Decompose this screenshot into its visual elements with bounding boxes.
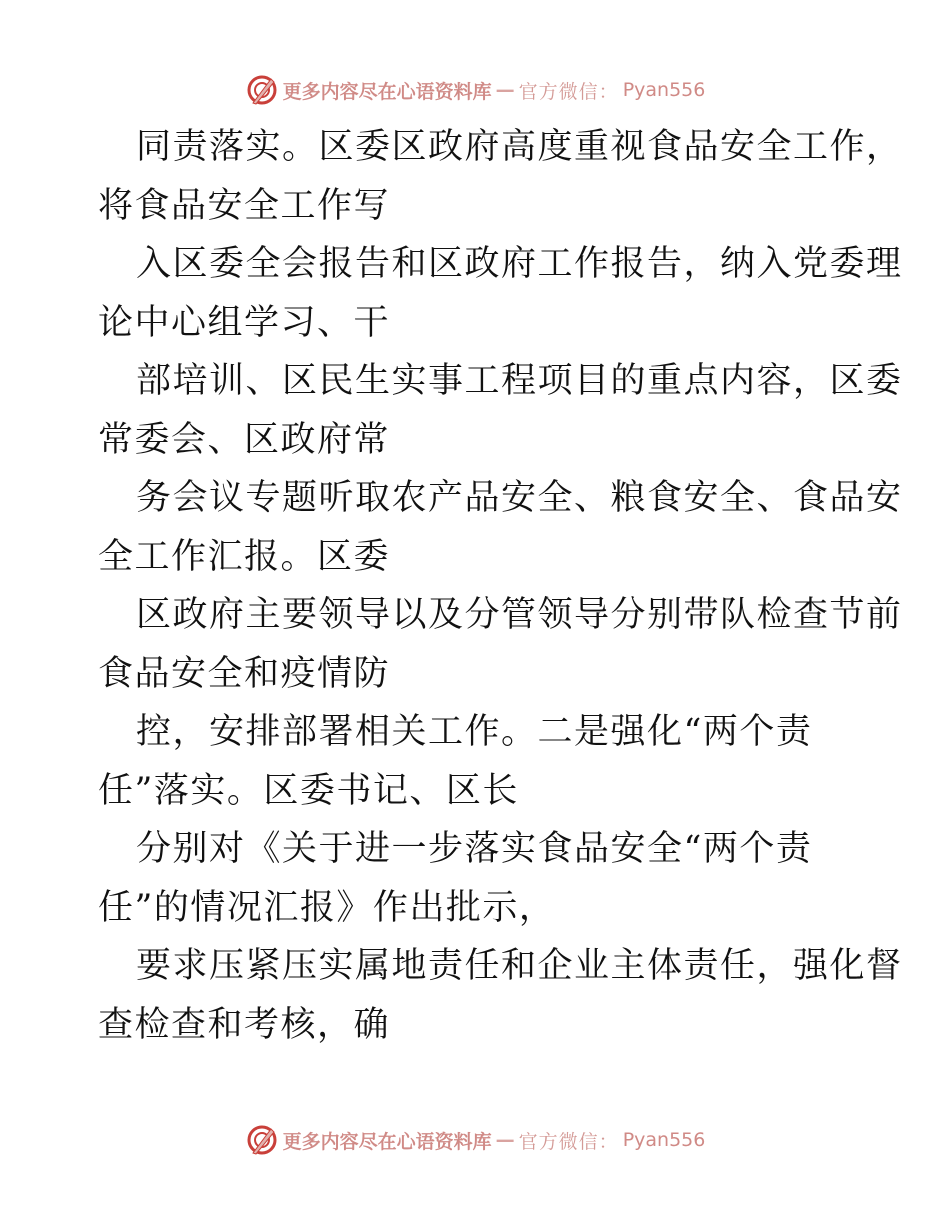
paragraph-line: 任”落实。区委书记、区长 xyxy=(98,770,519,811)
watermark-main-text: 更多内容尽在心语资料库 xyxy=(282,80,492,103)
paragraph xyxy=(98,118,903,235)
paragraph-line: 常委会、区政府常 xyxy=(98,419,391,460)
document-body xyxy=(98,118,903,1054)
paragraph-line: 将食品安全工作写 xyxy=(98,185,391,226)
watermark-wechat-id: Pyan556 xyxy=(622,1129,706,1151)
paragraph-line: 全工作汇报。区委 xyxy=(98,536,391,577)
paragraph xyxy=(98,937,903,1054)
paragraph-line: 分别对《关于进一步落实食品安全“两个责 xyxy=(136,829,813,869)
watermark-sub-text: 官方微信： xyxy=(518,80,619,103)
paragraph-line: 任”的情况汇报》作出批示， xyxy=(98,887,556,928)
header-watermark xyxy=(0,72,950,108)
watermark-dash: — xyxy=(495,79,515,101)
paragraph xyxy=(98,820,868,937)
paragraph-line: 要求压紧压实属地责任和企业主体责任，强化督 xyxy=(136,946,903,986)
paragraph-line: 论中心组学习、干 xyxy=(98,302,391,343)
paragraph xyxy=(98,469,903,586)
footer-watermark xyxy=(0,1122,950,1158)
paragraph xyxy=(98,586,903,703)
paragraph-line: 部培训、区民生实事工程项目的重点内容，区委 xyxy=(136,361,903,401)
paragraph-line: 查检查和考核，确 xyxy=(98,1004,391,1045)
paragraph-line: 控，安排部署相关工作。二是强化“两个责 xyxy=(136,712,813,752)
paragraph xyxy=(98,235,903,352)
watermark-main-text: 更多内容尽在心语资料库 xyxy=(282,1130,492,1153)
quill-logo-icon xyxy=(245,73,279,107)
paragraph xyxy=(98,703,868,820)
paragraph-line: 区政府主要领导以及分管领导分别带队检查节前 xyxy=(136,595,903,635)
watermark-wechat-id: Pyan556 xyxy=(622,79,706,101)
paragraph-line: 食品安全和疫情防 xyxy=(98,653,391,694)
watermark-dash: — xyxy=(495,1129,515,1151)
paragraph-line: 入区委全会报告和区政府工作报告，纳入党委理 xyxy=(136,244,903,284)
watermark-sub-text: 官方微信： xyxy=(518,1130,619,1153)
paragraph xyxy=(98,352,903,469)
quill-logo-icon xyxy=(245,1123,279,1157)
paragraph-line: 务会议专题听取农产品安全、粮食安全、食品安 xyxy=(136,478,903,518)
paragraph-line: 同责落实。区委区政府高度重视食品安全工作， xyxy=(136,127,903,167)
